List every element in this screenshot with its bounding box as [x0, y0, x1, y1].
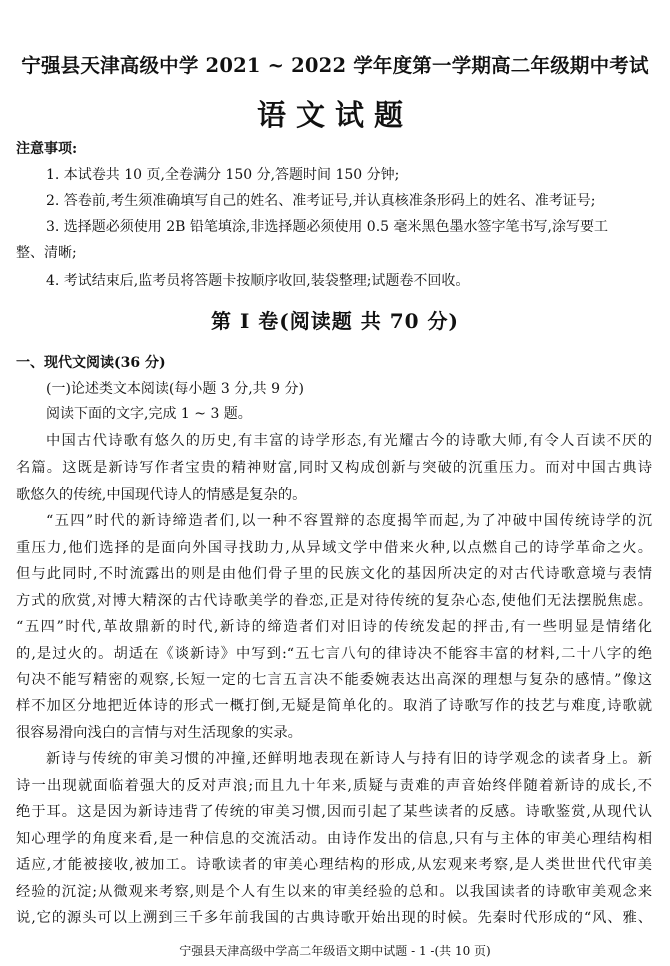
passage-line: 知心理学的角度来看,是一种信息的交流活动。由诗作发出的信息,只有与主体的审美心理结构相: [16, 831, 652, 847]
exam-title: 宁强县天津高级中学 2021 ~ 2022 学年度第一学期高二年级期中考试: [21, 54, 649, 77]
passage-line: 但与此同时,不时流露出的则是由他们骨子里的民族文化的基因所决定的对古代诗歌意境与表情: [16, 566, 652, 582]
part-heading: 一、现代文阅读(36 分): [16, 355, 166, 371]
note-item: 整、清晰;: [16, 245, 77, 261]
passage-line: 中国古代诗歌有悠久的历史,有丰富的诗学形态,有光耀古今的诗歌大师,有令人百读不厌的: [46, 433, 652, 449]
passage-line: 样不加区分地把近体诗的形式一概打倒,无疑是简单化的。取消了诗歌写作的技艺与难度,诗歌就: [16, 698, 652, 714]
note-item: 1. 本试卷共 10 页,全卷满分 150 分,答题时间 150 分钟;: [46, 167, 400, 183]
passage-line: “五四”时代的新诗缔造者们,以一种不容置辩的态度揭竿而起,为了冲破中国传统诗学的沉: [46, 513, 652, 529]
passage-line: 重压力,他们选择的是面向外国寻找助力,从异域文学中借来火种,以点燃自己的诗学革命之火。: [16, 540, 652, 556]
passage-line: 名篇。这既是新诗写作者宝贵的精神财富,同时又构成创新与突破的沉重压力。而对中国古典诗: [16, 460, 652, 476]
passage-line: 绝于耳。这是因为新诗违背了传统的审美习惯,因而引起了某些读者的反感。诗歌鉴赏,从现代认: [16, 804, 652, 820]
passage-line: 很容易滑向浅白的言情与对生活现象的实录。: [16, 725, 302, 741]
passage-line: 句决不能写精密的观察,长短一定的七言五言决不能委婉表达出高深的理想与复杂的感情。”像这: [16, 672, 652, 688]
note-item: 4. 考试结束后,监考员将答题卡按顺序收回,装袋整理;试题卷不回收。: [46, 273, 470, 289]
reading-instruction: 阅读下面的文字,完成 1 ~ 3 题。: [46, 406, 252, 422]
passage-line: 新诗与传统的审美习惯的冲撞,还鲜明地表现在新诗人与持有旧的诗学观念的读者身上。新: [46, 751, 652, 767]
subject-title: 语文试题: [256, 98, 413, 132]
note-item: 3. 选择题必须使用 2B 铅笔填涂,非选择题必须使用 0.5 毫米黑色墨水签字笔书写,涂写要工: [46, 219, 608, 235]
passage-line: 经验的沉淀;从微观来考察,则是个人有生以来的审美经验的总和。以我国读者的诗歌审美观念来: [16, 884, 652, 900]
passage-line: 歌悠久的传统,中国现代诗人的情感是复杂的。: [16, 487, 307, 503]
note-item: 2. 答卷前,考生须准确填写自己的姓名、准考证号,并认真核准条形码上的姓名、准考证号;: [46, 193, 596, 209]
notes-heading: 注意事项:: [16, 141, 78, 157]
page-footer: 宁强县天津高级中学高二年级语文期中试题 - 1 -(共 10 页): [179, 944, 491, 958]
passage-line: 方式的欣赏,对博大精深的古代诗歌美学的眷恋,正是对待传统的复杂心态,使他们无法摆脱焦虑。: [16, 593, 652, 609]
sub-heading: (一)论述类文本阅读(每小题 3 分,共 9 分): [46, 381, 304, 397]
passage-line: 诗一出现就面临着强大的反对声浪;而且九十年来,质疑与责难的声音始终伴随着新诗的成长,不: [16, 778, 652, 794]
passage-line: 的,是过火的。胡适在《谈新诗》中写到:“五七言八句的律诗决不能容丰富的材料,二十八字的绝: [16, 646, 652, 662]
passage-line: 适应,才能被接收,被加工。诗歌读者的审美心理结构的形成,从宏观来考察,是人类世世代代审美: [16, 857, 652, 873]
section-title: 第 Ⅰ 卷(阅读题 共 70 分): [211, 309, 459, 333]
passage-line: “五四”时代,革故鼎新的时代,新诗的缔造者们对旧诗的传统发起的抨击,有一些明显是情绪化: [16, 619, 652, 635]
passage-line: 说,它的源头可以上溯到三千多年前我国的古典诗歌开始出现的时候。先秦时代形成的“风、雅、: [16, 910, 652, 926]
